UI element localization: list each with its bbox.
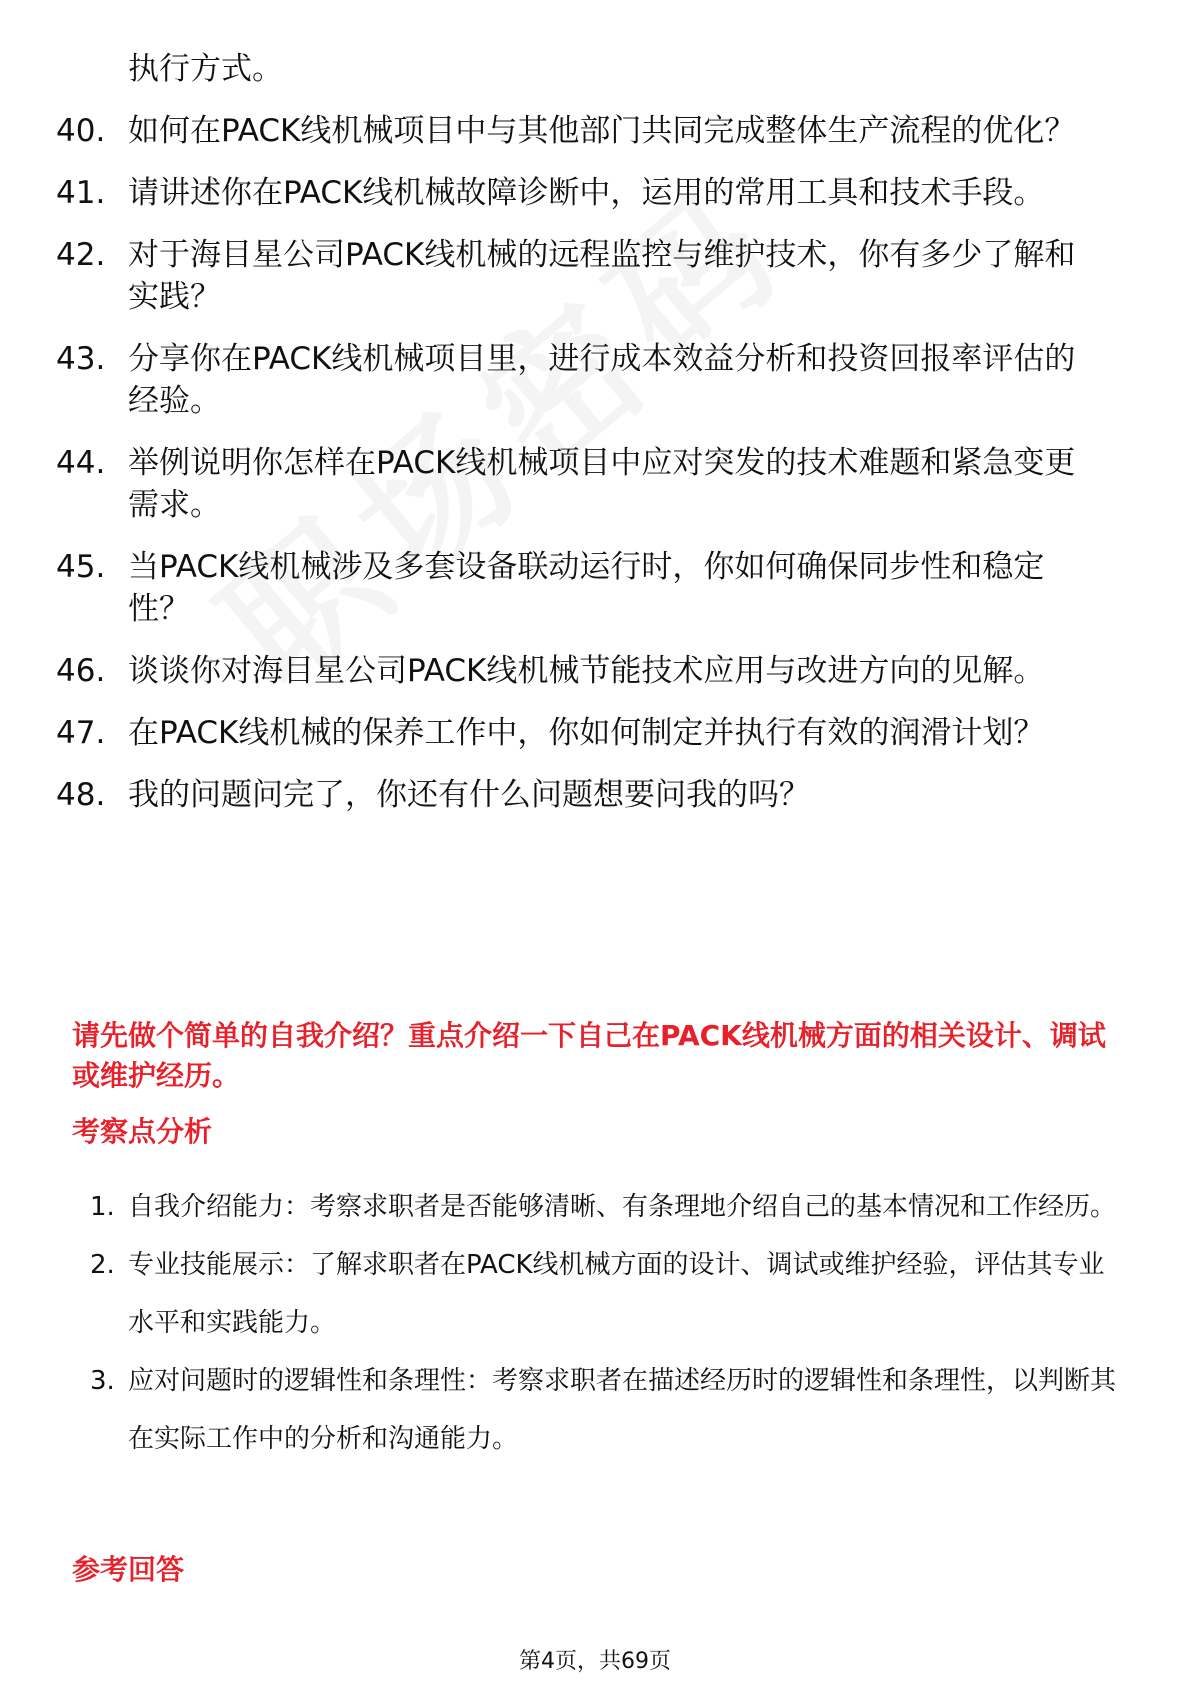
- question-text: 对于海目星公司PACK线机械的远程监控与维护技术，你有多少了解和实践？: [128, 237, 1076, 315]
- question-item: [0, 442, 1098, 526]
- analysis-text: 自我介绍能力：考察求职者是否能够清晰、有条理地介绍自己的基本情况和工作经历。: [128, 1192, 1117, 1222]
- question-number: 43.: [56, 341, 106, 377]
- question-text: 谈谈你对海目星公司PACK线机械节能技术应用与改进方向的见解。: [128, 653, 1045, 689]
- answer-title: 参考回答: [72, 1553, 185, 1586]
- analysis-number: 2.: [90, 1250, 115, 1280]
- question-item: [0, 110, 1098, 152]
- question-text: 我的问题问完了，你还有什么问题想要问我的吗？: [128, 777, 810, 813]
- question-number: 47.: [56, 715, 106, 751]
- analysis-number: 3.: [90, 1366, 115, 1396]
- question-text: 分享你在PACK线机械项目里，进行成本效益分析和投资回报率评估的经验。: [128, 341, 1076, 419]
- question-number: 44.: [56, 445, 106, 481]
- question-number: 48.: [56, 777, 106, 813]
- question-number: 40.: [56, 113, 106, 149]
- question-text: 如何在PACK线机械项目中与其他部门共同完成整体生产流程的优化？: [128, 113, 1076, 149]
- question-item: [0, 172, 1098, 214]
- analysis-text: 应对问题时的逻辑性和条理性：考察求职者在描述经历时的逻辑性和条理性，以判断其在实际工作中的分析和沟通能力。: [128, 1366, 1117, 1454]
- question-text: 请讲述你在PACK线机械故障诊断中，运用的常用工具和技术手段。: [128, 175, 1045, 211]
- question-list: [0, 110, 1190, 836]
- question-item: [0, 546, 1098, 630]
- question-item: [0, 774, 1098, 816]
- question-number: 45.: [56, 549, 106, 585]
- analysis-title: 考察点分析: [72, 1115, 213, 1148]
- question-text: 在PACK线机械的保养工作中，你如何制定并执行有效的润滑计划？: [128, 715, 1045, 751]
- question-item: [0, 712, 1098, 754]
- analysis-number: 1.: [90, 1192, 115, 1222]
- analysis-text: 专业技能展示：了解求职者在PACK线机械方面的设计、调试或维护经验，评估其专业水平和实践能力。: [128, 1250, 1105, 1338]
- question-item: [0, 650, 1098, 692]
- section-question-heading: 请先做个简单的自我介绍？重点介绍一下自己在PACK线机械方面的相关设计、调试或维护经历。: [72, 1019, 1106, 1092]
- page-footer: 第4页，共69页: [519, 1649, 671, 1674]
- analysis-item: [0, 1178, 1118, 1236]
- analysis-list: [0, 1178, 1190, 1468]
- question-number: 42.: [56, 237, 106, 273]
- question-number: 46.: [56, 653, 106, 689]
- question-number: 41.: [56, 175, 106, 211]
- continued-text: 执行方式。: [128, 51, 283, 87]
- question-text: 举例说明你怎样在PACK线机械项目中应对突发的技术难题和紧急变更需求。: [128, 445, 1076, 523]
- analysis-item: [0, 1352, 1118, 1468]
- question-text: 当PACK线机械涉及多套设备联动运行时，你如何确保同步性和稳定性？: [128, 549, 1045, 627]
- analysis-item: [0, 1236, 1118, 1352]
- question-item: [0, 234, 1098, 318]
- question-item: [0, 338, 1098, 422]
